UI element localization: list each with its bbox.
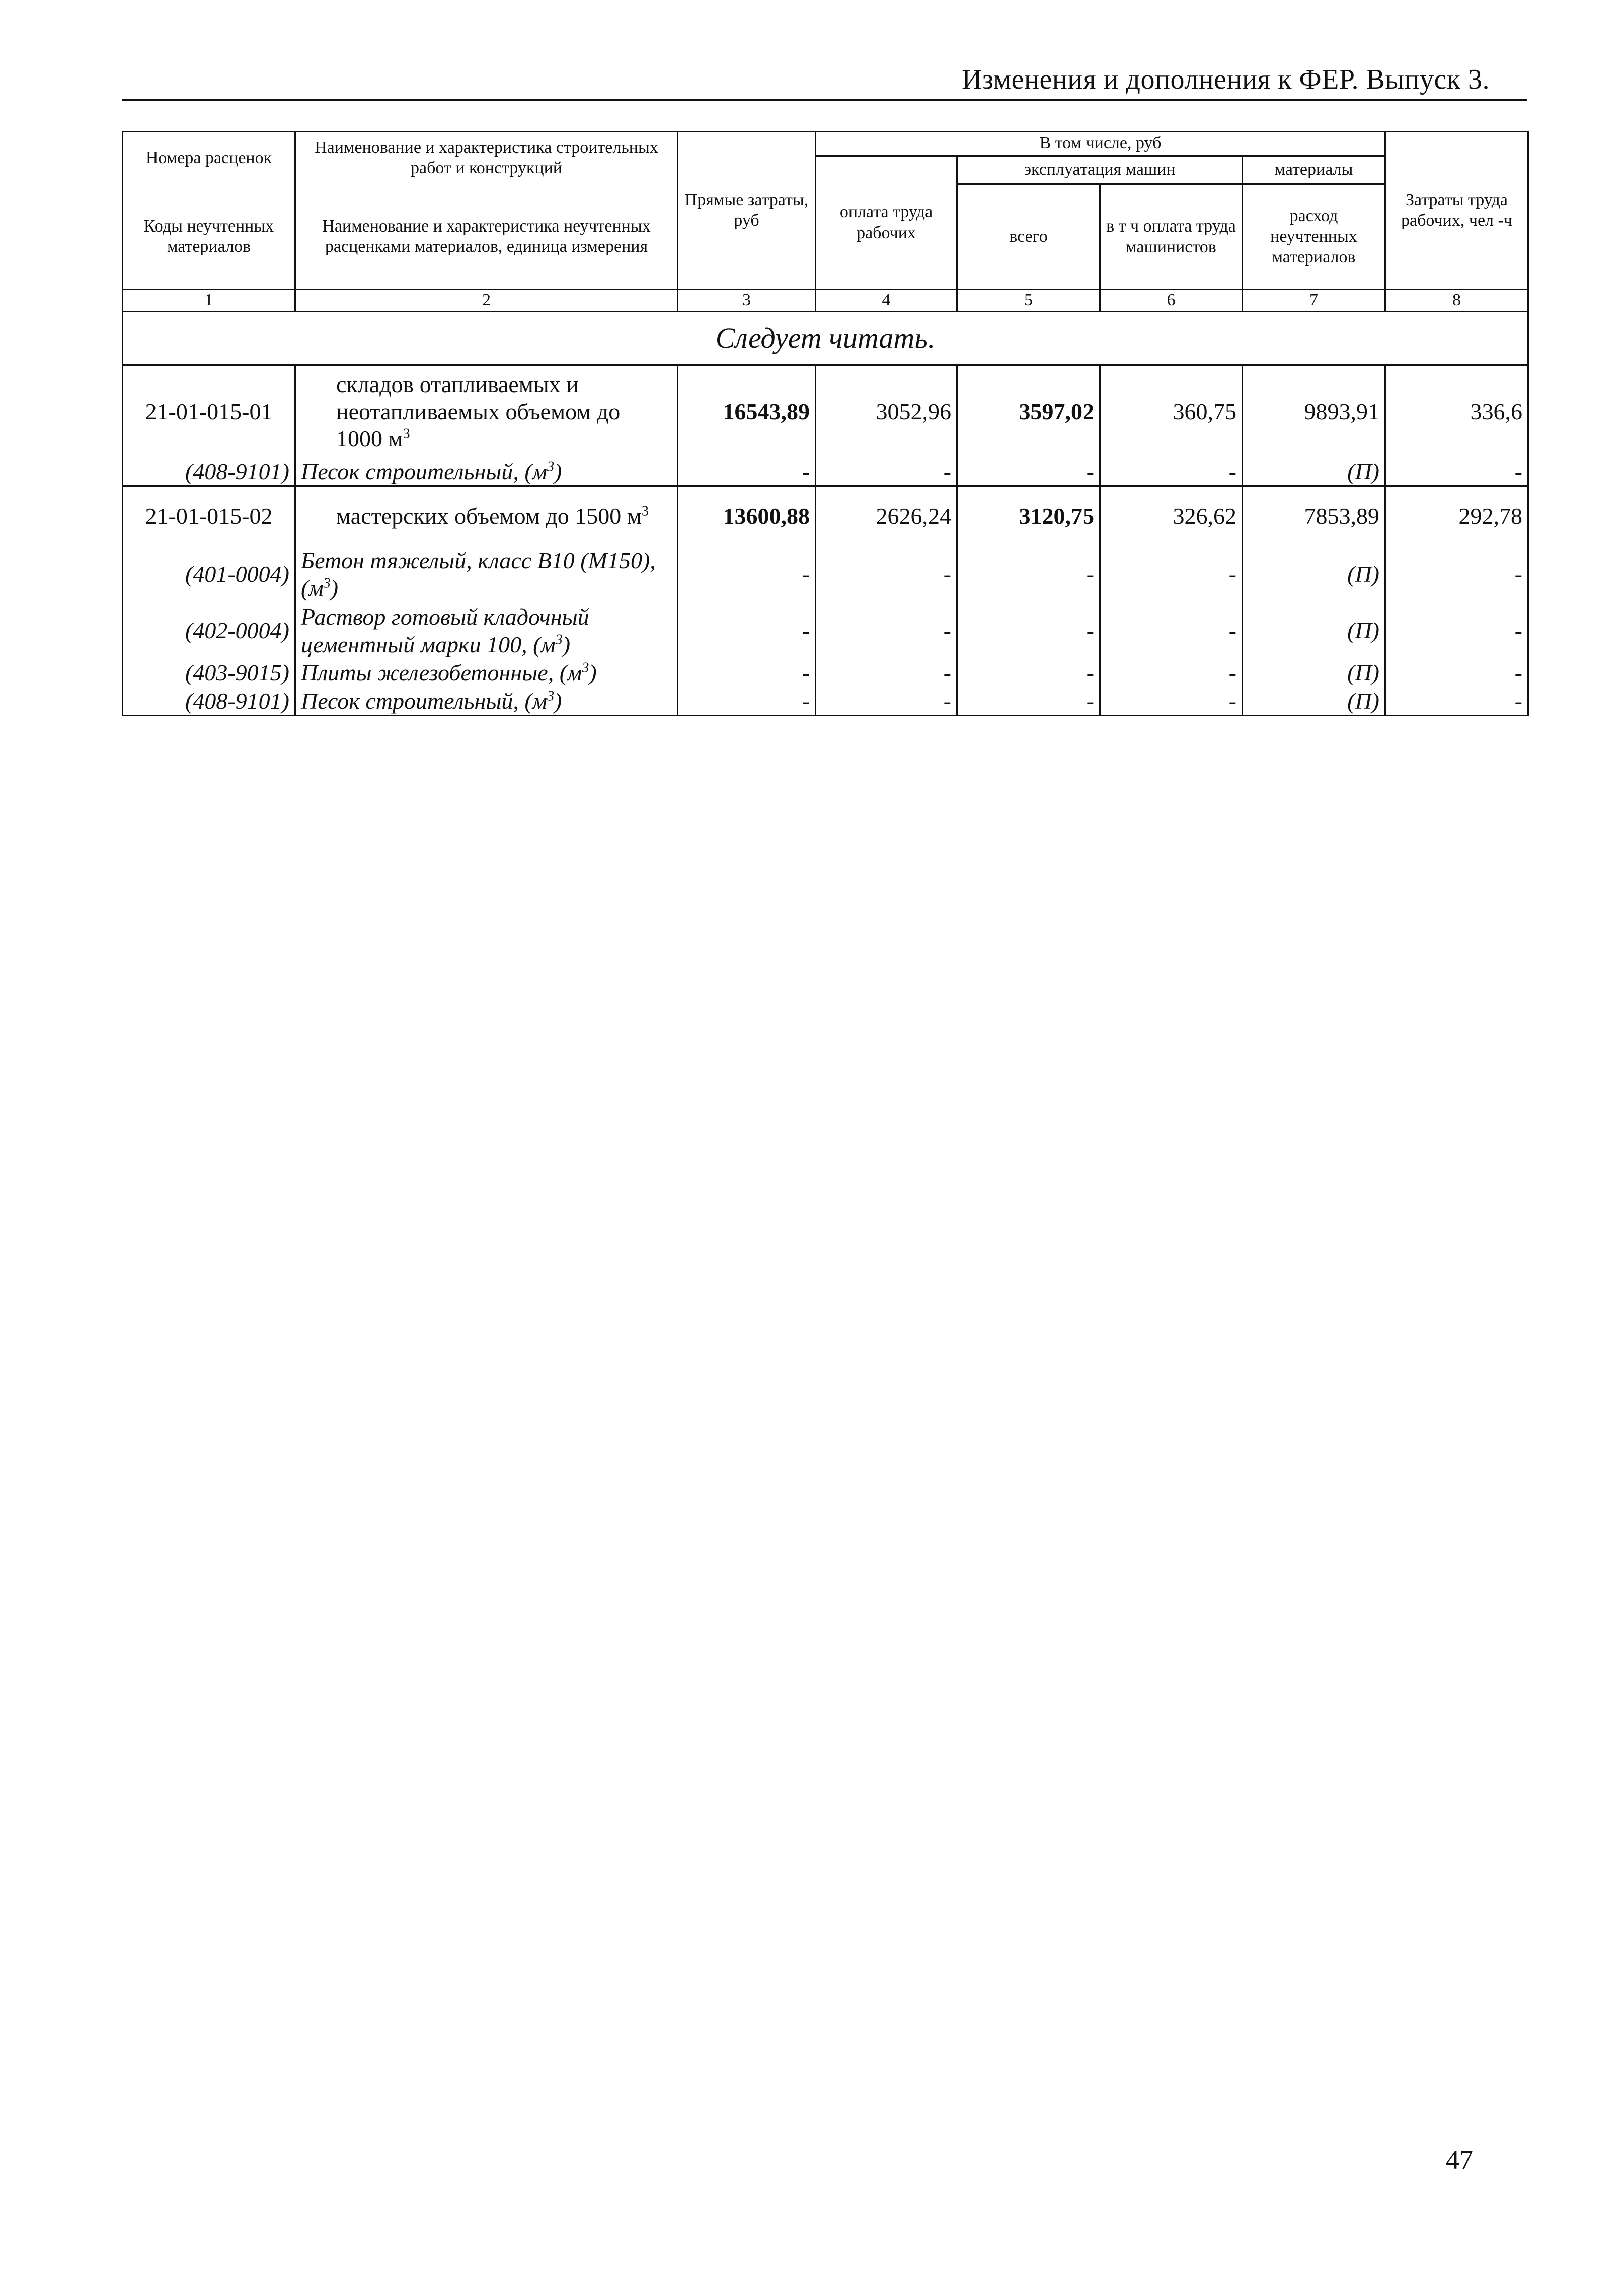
table-row xyxy=(123,687,1528,716)
cell-dash: - xyxy=(957,687,1100,716)
material-mark: (П) xyxy=(1243,547,1385,603)
table-row xyxy=(123,659,1528,687)
header-direct-costs: Прямые затраты, руб xyxy=(678,132,816,290)
header-material-codes: Коды неучтенных материалов xyxy=(123,184,295,290)
material-code: (408-9101) xyxy=(123,687,295,716)
materials-value: 9893,91 xyxy=(1243,365,1385,458)
follow-heading: Следует читать. xyxy=(123,312,1528,365)
table-row xyxy=(123,458,1528,486)
rate-code: 21-01-015-02 xyxy=(123,486,295,547)
material-name: Плиты железобетонные, $(м^3)$ xyxy=(295,659,678,687)
column-number: 3 xyxy=(678,290,816,312)
machine-total-value: 3597,02 xyxy=(957,365,1100,458)
cell-dash: - xyxy=(1100,458,1243,486)
material-mark: (П) xyxy=(1243,458,1385,486)
header-machine-total: всего xyxy=(957,184,1100,290)
cell-dash: - xyxy=(957,458,1100,486)
material-mark: (П) xyxy=(1243,687,1385,716)
header-rule xyxy=(122,99,1527,101)
header-material-consumption: расход неучтенных материалов xyxy=(1243,184,1385,290)
column-number: 4 xyxy=(816,290,957,312)
rate-code: 21-01-015-01 xyxy=(123,365,295,458)
material-name: Бетон тяжелый, класс В10 (М150), $(м^3)$ xyxy=(295,547,678,603)
cell-dash: - xyxy=(957,659,1100,687)
labor-pay-value: 2626,24 xyxy=(816,486,957,547)
cell-dash: - xyxy=(1385,458,1528,486)
header-material-name: Наименование и характеристика неучтенных расценками материалов, единица измерения xyxy=(295,184,678,290)
cell-dash: - xyxy=(1100,687,1243,716)
header-labor-hours: Затраты труда рабочих, чел -ч xyxy=(1385,132,1528,290)
table-row xyxy=(123,365,1528,458)
cell-dash: - xyxy=(678,659,816,687)
machine-total-value: 3120,75 xyxy=(957,486,1100,547)
material-mark: (П) xyxy=(1243,659,1385,687)
work-name: мастерских объемом до 1500 $м^3$ xyxy=(295,486,678,547)
header-labor-pay: оплата труда рабочих xyxy=(816,156,957,290)
cell-dash: - xyxy=(1100,603,1243,659)
cell-dash: - xyxy=(816,659,957,687)
direct-costs-value: 16543,89 xyxy=(678,365,816,458)
cell-dash: - xyxy=(1100,547,1243,603)
cell-dash: - xyxy=(816,687,957,716)
cell-dash: - xyxy=(816,458,957,486)
labor-hours-value: 336,6 xyxy=(1385,365,1528,458)
table-row xyxy=(123,603,1528,659)
header-machinist-pay: в т ч оплата труда машинистов xyxy=(1100,184,1243,290)
column-number: 1 xyxy=(123,290,295,312)
header-work-name: Наименование и характеристика строительных работ и конструкций xyxy=(295,132,678,184)
rates-table xyxy=(122,131,1529,716)
column-number: 2 xyxy=(295,290,678,312)
direct-costs-value: 13600,88 xyxy=(678,486,816,547)
table-row xyxy=(123,547,1528,603)
cell-dash: - xyxy=(957,603,1100,659)
labor-hours-value: 292,78 xyxy=(1385,486,1528,547)
table-row xyxy=(123,486,1528,547)
cell-dash: - xyxy=(678,547,816,603)
header-including: В том числе, руб xyxy=(816,132,1385,156)
cell-dash: - xyxy=(678,458,816,486)
work-name: складов отапливаемых и неотапливаемых объемом до 1000 $м^3$ xyxy=(295,365,678,458)
column-number-row xyxy=(123,290,1528,312)
column-number: 7 xyxy=(1243,290,1385,312)
header-rate-numbers: Номера расценок xyxy=(123,132,295,184)
document-header-title: Изменения и дополнения к ФЕР. Выпуск 3. xyxy=(961,64,1490,95)
header-machine-operation: эксплуатация машин xyxy=(957,156,1243,184)
material-name: Песок строительный, $(м^3)$ xyxy=(295,458,678,486)
column-number: 8 xyxy=(1385,290,1528,312)
cell-dash: - xyxy=(678,603,816,659)
header-materials: материалы xyxy=(1243,156,1385,184)
cell-dash: - xyxy=(1385,603,1528,659)
column-number: 5 xyxy=(957,290,1100,312)
cell-dash: - xyxy=(1385,659,1528,687)
machinist-pay-value: 360,75 xyxy=(1100,365,1243,458)
cell-dash: - xyxy=(816,547,957,603)
cell-dash: - xyxy=(1100,659,1243,687)
cell-dash: - xyxy=(678,687,816,716)
cell-dash: - xyxy=(957,547,1100,603)
material-code: (403-9015) xyxy=(123,659,295,687)
materials-value: 7853,89 xyxy=(1243,486,1385,547)
labor-pay-value: 3052,96 xyxy=(816,365,957,458)
material-mark: (П) xyxy=(1243,603,1385,659)
page-number: 47 xyxy=(1446,2145,1473,2175)
cell-dash: - xyxy=(816,603,957,659)
material-name: Раствор готовый кладочный цементный марки 100, $(м^3)$ xyxy=(295,603,678,659)
column-number: 6 xyxy=(1100,290,1243,312)
cell-dash: - xyxy=(1385,547,1528,603)
material-code: (401-0004) xyxy=(123,547,295,603)
material-code: (408-9101) xyxy=(123,458,295,486)
cell-dash: - xyxy=(1385,687,1528,716)
machinist-pay-value: 326,62 xyxy=(1100,486,1243,547)
material-name: Песок строительный, $(м^3)$ xyxy=(295,687,678,716)
material-code: (402-0004) xyxy=(123,603,295,659)
